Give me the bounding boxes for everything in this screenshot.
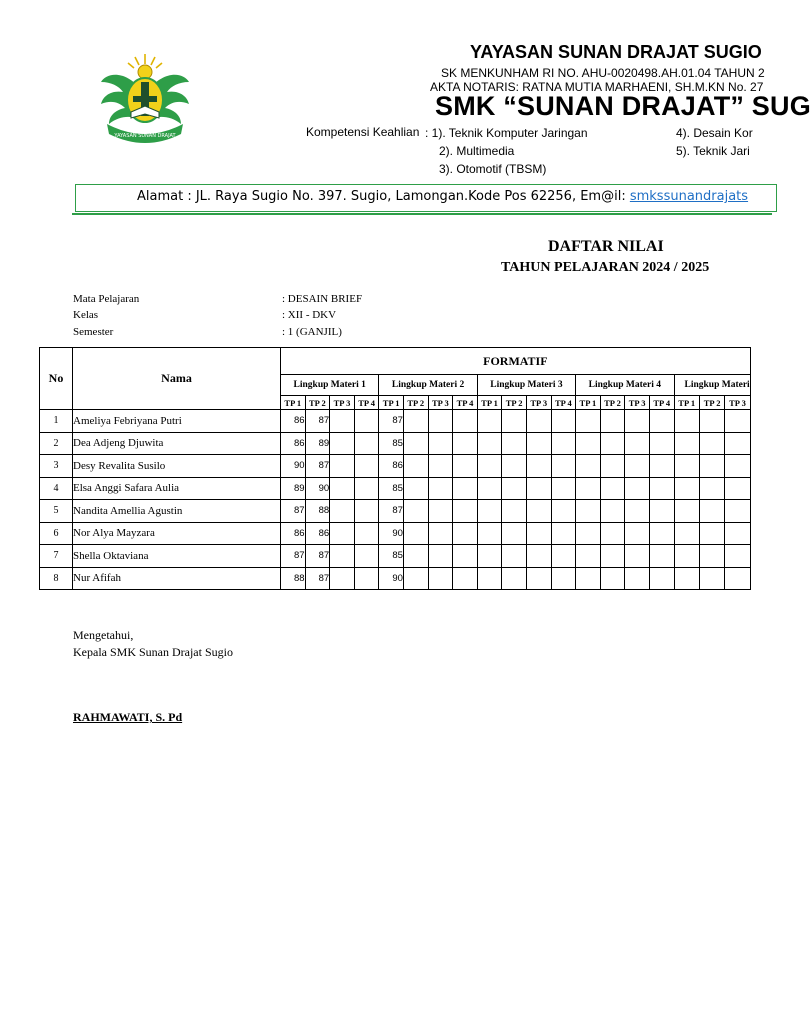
tp-header: TP 3: [725, 396, 750, 410]
score-cell: [477, 522, 502, 545]
score-cell: [403, 477, 428, 500]
score-cell: [354, 410, 379, 433]
row-number: 1: [40, 410, 73, 433]
table-row: [40, 432, 751, 455]
score-cell: [625, 455, 650, 478]
score-cell: [649, 410, 674, 433]
table-row: [40, 500, 751, 523]
score-cell: [453, 455, 478, 478]
score-cell: [502, 500, 527, 523]
score-cell: [526, 477, 551, 500]
score-cell: [699, 455, 724, 478]
score-cell: [453, 567, 478, 590]
score-cell: 88: [281, 567, 306, 590]
score-cell: [600, 477, 625, 500]
score-cell: [600, 545, 625, 568]
score-cell: [477, 432, 502, 455]
student-name: Shella Oktaviana: [73, 545, 281, 568]
score-cell: [526, 522, 551, 545]
score-cell: 88: [305, 500, 330, 523]
table-row: [40, 522, 751, 545]
score-cell: [725, 455, 750, 478]
semester-label: Semester: [73, 326, 114, 338]
table-row: [40, 455, 751, 478]
score-cell: [649, 432, 674, 455]
formatif-header: FORMATIF: [281, 348, 751, 375]
score-cell: 87: [379, 500, 404, 523]
score-cell: 87: [305, 455, 330, 478]
score-cell: [453, 432, 478, 455]
score-cell: 85: [379, 545, 404, 568]
address-line: [137, 189, 748, 204]
score-cell: [428, 567, 453, 590]
academic-year: TAHUN PELAJARAN 2024 / 2025: [501, 260, 710, 275]
score-cell: [526, 500, 551, 523]
score-cell: 86: [305, 522, 330, 545]
foundation-name: YAYASAN SUNAN DRAJAT SUGIO: [470, 42, 762, 62]
semester-value: : 1 (GANJIL): [282, 326, 342, 338]
score-cell: [330, 477, 355, 500]
student-name: Desy Revalita Susilo: [73, 455, 281, 478]
score-cell: [477, 477, 502, 500]
score-cell: [699, 522, 724, 545]
score-cell: [725, 522, 750, 545]
score-cell: [625, 567, 650, 590]
score-cell: [625, 410, 650, 433]
score-cell: 87: [305, 567, 330, 590]
score-cell: [526, 455, 551, 478]
score-cell: [428, 410, 453, 433]
lingkup-header: Lingkup Materi 2: [379, 375, 477, 396]
score-cell: [600, 455, 625, 478]
score-cell: [674, 432, 699, 455]
tp-header: TP 1: [477, 396, 502, 410]
row-number: 2: [40, 432, 73, 455]
score-cell: [699, 477, 724, 500]
score-cell: 86: [281, 432, 306, 455]
logo-banner-text: YAYASAN SUNAN DRAJAT: [114, 133, 176, 139]
score-cell: [576, 477, 601, 500]
score-cell: [674, 455, 699, 478]
score-cell: [502, 567, 527, 590]
score-cell: [576, 410, 601, 433]
score-cell: [354, 500, 379, 523]
kompetensi-item: 3). Otomotif (TBSM): [439, 162, 547, 176]
score-cell: [551, 455, 576, 478]
score-cell: 90: [281, 455, 306, 478]
score-cell: [428, 455, 453, 478]
score-cell: 86: [281, 410, 306, 433]
score-cell: [600, 432, 625, 455]
score-cell: [699, 410, 724, 433]
tp-header: TP 3: [428, 396, 453, 410]
score-cell: [526, 432, 551, 455]
score-cell: [600, 500, 625, 523]
score-cell: [699, 500, 724, 523]
score-cell: 85: [379, 432, 404, 455]
score-cell: [551, 432, 576, 455]
row-number: 7: [40, 545, 73, 568]
kompetensi-item: 2). Multimedia: [439, 144, 515, 158]
lingkup-header: Lingkup Materi: [674, 375, 750, 396]
score-cell: [674, 477, 699, 500]
score-cell: [625, 522, 650, 545]
table-row: [40, 477, 751, 500]
score-cell: [551, 477, 576, 500]
score-cell: 89: [281, 477, 306, 500]
score-cell: [502, 410, 527, 433]
table-row: [40, 410, 751, 433]
score-cell: [699, 545, 724, 568]
score-cell: [725, 500, 750, 523]
row-number: 3: [40, 455, 73, 478]
score-cell: [428, 432, 453, 455]
score-cell: [477, 545, 502, 568]
score-cell: [477, 567, 502, 590]
score-cell: 90: [379, 522, 404, 545]
score-cell: [403, 500, 428, 523]
score-cell: [625, 500, 650, 523]
score-cell: [453, 477, 478, 500]
page-title: DAFTAR NILAI: [548, 238, 664, 255]
tp-header: TP 3: [526, 396, 551, 410]
score-cell: [403, 455, 428, 478]
score-cell: [526, 545, 551, 568]
score-cell: [649, 522, 674, 545]
score-cell: [477, 410, 502, 433]
score-cell: [576, 455, 601, 478]
score-cell: [502, 522, 527, 545]
score-cell: [674, 500, 699, 523]
score-cell: [403, 410, 428, 433]
score-cell: [649, 455, 674, 478]
score-cell: [725, 477, 750, 500]
acknowledged-label: Mengetahui,: [73, 628, 134, 642]
row-number: 5: [40, 500, 73, 523]
score-cell: [576, 432, 601, 455]
tp-header: TP 2: [403, 396, 428, 410]
tp-header: TP 2: [600, 396, 625, 410]
row-number: 6: [40, 522, 73, 545]
score-cell: [600, 567, 625, 590]
score-cell: [502, 455, 527, 478]
col-header-no: No: [40, 348, 73, 410]
score-cell: 86: [379, 455, 404, 478]
kompetensi-list-1: [425, 124, 588, 178]
lingkup-header: Lingkup Materi 3: [477, 375, 575, 396]
score-cell: 85: [379, 477, 404, 500]
score-cell: [453, 500, 478, 523]
tp-header: TP 4: [551, 396, 576, 410]
principal-name: RAHMAWATI, S. Pd: [73, 710, 183, 724]
score-cell: [576, 522, 601, 545]
score-cell: [502, 545, 527, 568]
score-cell: 89: [305, 432, 330, 455]
score-cell: 87: [305, 410, 330, 433]
score-cell: [330, 567, 355, 590]
score-cell: [330, 545, 355, 568]
subject-value: : DESAIN BRIEF: [282, 293, 363, 305]
score-cell: [649, 545, 674, 568]
score-cell: 87: [281, 545, 306, 568]
score-cell: [428, 477, 453, 500]
score-cell: [330, 410, 355, 433]
row-number: 4: [40, 477, 73, 500]
score-cell: [551, 522, 576, 545]
principal-title: Kepala SMK Sunan Drajat Sugio: [73, 645, 233, 659]
row-number: 8: [40, 567, 73, 590]
score-cell: [428, 500, 453, 523]
lingkup-header: Lingkup Materi 1: [281, 375, 379, 396]
score-cell: [625, 432, 650, 455]
email-link[interactable]: smkssunandrajats: [629, 189, 749, 204]
score-cell: [477, 455, 502, 478]
score-cell: [453, 545, 478, 568]
kompetensi-list-2: [676, 124, 753, 160]
lingkup-header: Lingkup Materi 4: [576, 375, 674, 396]
score-cell: [453, 410, 478, 433]
score-cell: [403, 545, 428, 568]
sk-number: SK MENKUNHAM RI NO. AHU-0020498.AH.01.04 TAHUN 2: [441, 66, 765, 80]
score-cell: [699, 432, 724, 455]
score-cell: [725, 567, 750, 590]
table-row: [40, 545, 751, 568]
score-cell: [674, 522, 699, 545]
score-cell: [477, 500, 502, 523]
address-text: Alamat : JL. Raya Sugio No. 397. Sugio, Lamongan.Kode Pos 62256, Em@il:: [137, 189, 630, 204]
score-cell: [330, 432, 355, 455]
tp-header: TP 3: [330, 396, 355, 410]
score-cell: 87: [379, 410, 404, 433]
class-label: Kelas: [73, 309, 99, 321]
score-cell: [725, 410, 750, 433]
score-cell: [649, 477, 674, 500]
divider-line: [72, 213, 772, 215]
score-cell: [551, 410, 576, 433]
score-cell: [674, 410, 699, 433]
score-cell: [576, 500, 601, 523]
score-cell: [600, 522, 625, 545]
score-cell: [354, 522, 379, 545]
score-cell: [354, 477, 379, 500]
kompetensi-item: 5). Teknik Jari: [676, 144, 750, 158]
tp-header: TP 1: [281, 396, 306, 410]
score-cell: [330, 455, 355, 478]
score-cell: [428, 545, 453, 568]
score-cell: 87: [305, 545, 330, 568]
score-cell: [725, 545, 750, 568]
student-name: Dea Adjeng Djuwita: [73, 432, 281, 455]
tp-header: TP 3: [625, 396, 650, 410]
score-cell: [649, 567, 674, 590]
student-name: Nur Afifah: [73, 567, 281, 590]
school-name: SMK “SUNAN DRAJAT” SUG: [435, 91, 811, 121]
score-cell: 90: [379, 567, 404, 590]
score-cell: [551, 567, 576, 590]
student-name: Ameliya Febriyana Putri: [73, 410, 281, 433]
tp-header: TP 2: [305, 396, 330, 410]
score-cell: [526, 410, 551, 433]
tp-header: TP 1: [674, 396, 699, 410]
tp-header: TP 4: [453, 396, 478, 410]
student-name: Nor Alya Mayzara: [73, 522, 281, 545]
score-cell: [354, 567, 379, 590]
score-cell: [502, 432, 527, 455]
score-cell: [403, 432, 428, 455]
score-cell: [453, 522, 478, 545]
score-cell: 86: [281, 522, 306, 545]
score-cell: [674, 545, 699, 568]
tp-header: TP 1: [576, 396, 601, 410]
grades-table: [39, 347, 751, 590]
subject-label: Mata Pelajaran: [73, 293, 140, 305]
score-cell: [576, 545, 601, 568]
tp-header: TP 1: [379, 396, 404, 410]
tp-header: TP 4: [354, 396, 379, 410]
score-cell: [330, 522, 355, 545]
class-value: : XII - DKV: [282, 309, 337, 321]
score-cell: [625, 545, 650, 568]
col-header-nama: Nama: [73, 348, 281, 410]
score-cell: [699, 567, 724, 590]
kompetensi-label: Kompetensi Keahlian: [306, 125, 420, 139]
tp-header: TP 2: [699, 396, 724, 410]
score-cell: [600, 410, 625, 433]
score-cell: [403, 567, 428, 590]
score-cell: [551, 500, 576, 523]
score-cell: [330, 500, 355, 523]
score-cell: [526, 567, 551, 590]
score-cell: [502, 477, 527, 500]
school-logo: [97, 52, 193, 148]
score-cell: [725, 432, 750, 455]
score-cell: [576, 567, 601, 590]
score-cell: [403, 522, 428, 545]
notary-deed: AKTA NOTARIS: RATNA MUTIA MARHAENI, SH.M.KN No. 27: [430, 80, 764, 94]
score-cell: [354, 432, 379, 455]
table-row: [40, 567, 751, 590]
score-cell: 90: [305, 477, 330, 500]
kompetensi-item: : 1). Teknik Komputer Jaringan: [425, 126, 588, 140]
student-name: Nandita Amellia Agustin: [73, 500, 281, 523]
kompetensi-item: 4). Desain Kor: [676, 126, 753, 140]
score-cell: [649, 500, 674, 523]
student-name: Elsa Anggi Safara Aulia: [73, 477, 281, 500]
score-cell: [354, 455, 379, 478]
score-cell: 87: [281, 500, 306, 523]
tp-header: TP 2: [502, 396, 527, 410]
score-cell: [625, 477, 650, 500]
score-cell: [674, 567, 699, 590]
score-cell: [354, 545, 379, 568]
tp-header: TP 4: [649, 396, 674, 410]
score-cell: [551, 545, 576, 568]
score-cell: [428, 522, 453, 545]
